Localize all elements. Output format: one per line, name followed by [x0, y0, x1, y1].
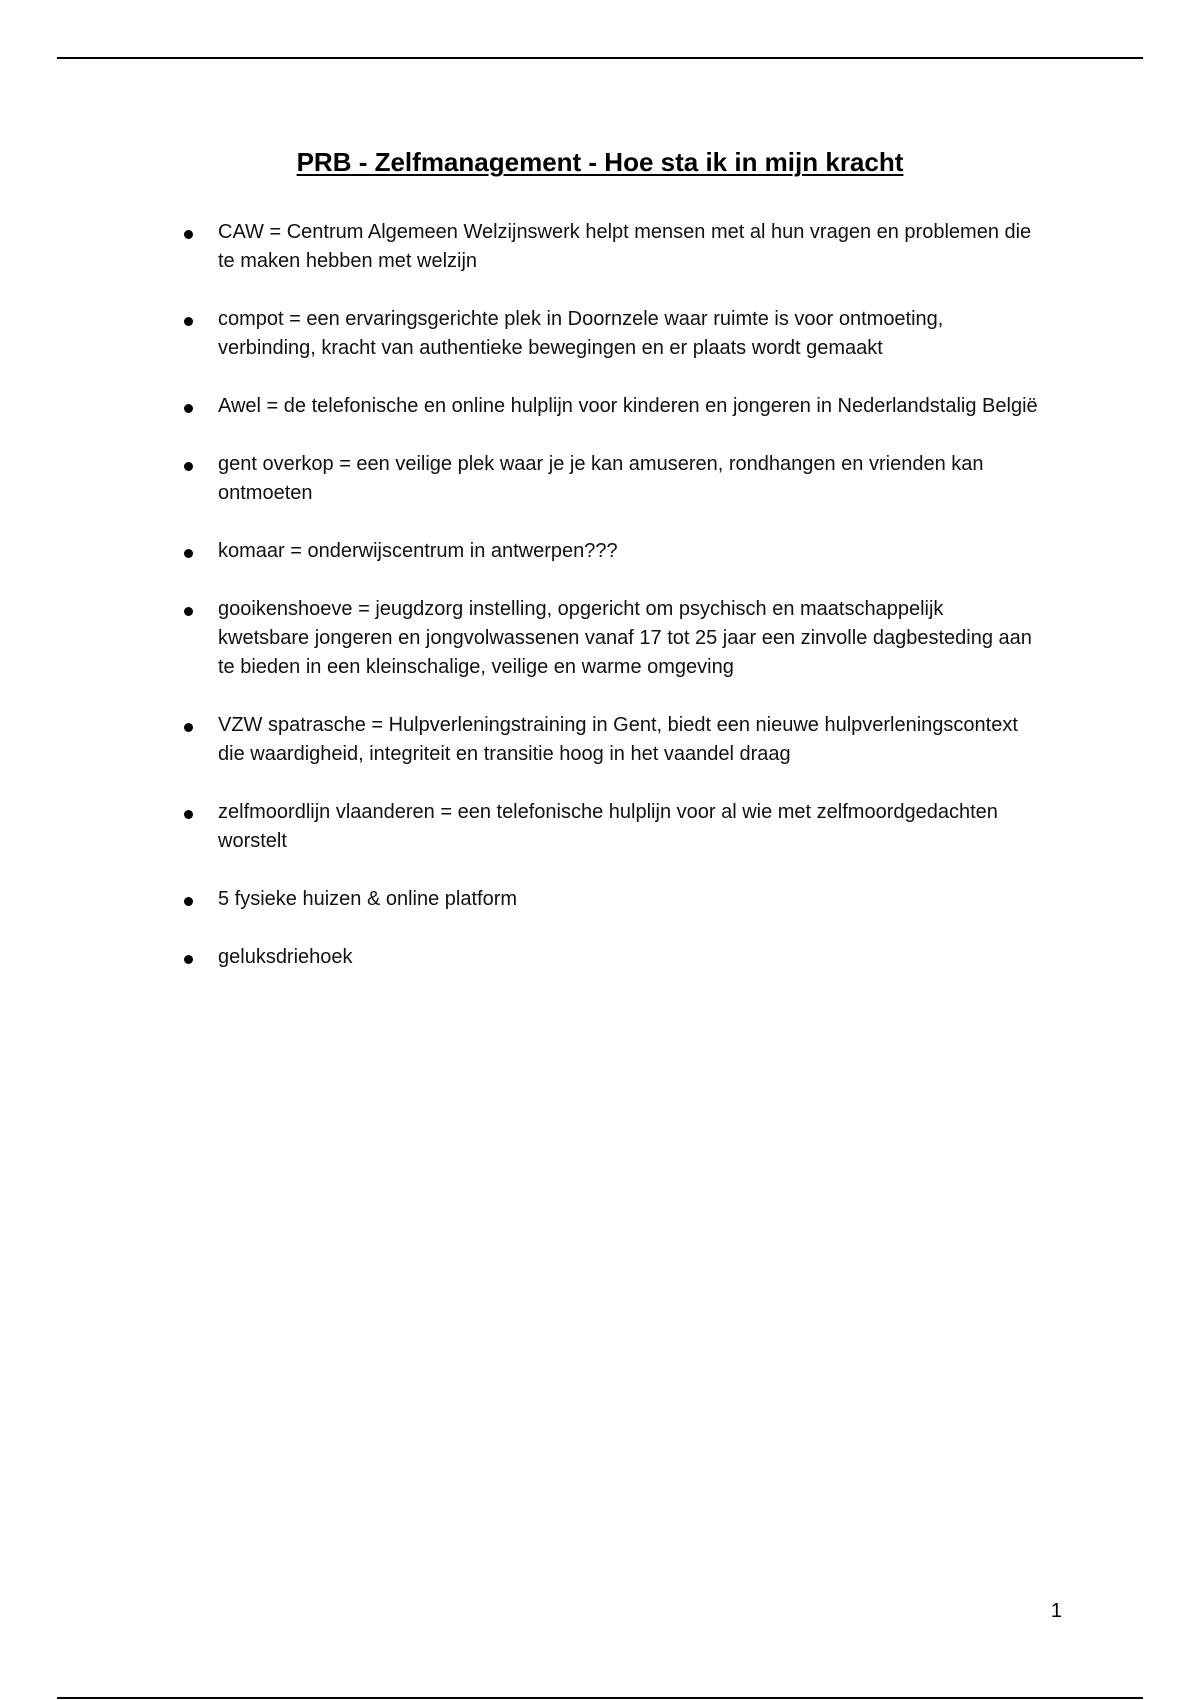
- bullet-icon: [184, 462, 193, 471]
- list-item: [0, 218, 1038, 276]
- bullet-icon: [184, 230, 193, 239]
- list-item: [0, 305, 1038, 363]
- footer-rule: [57, 1697, 1143, 1699]
- header-rule: [57, 57, 1143, 59]
- list-item: [0, 392, 1038, 421]
- list-item: [0, 595, 1038, 682]
- bullet-icon: [184, 897, 193, 906]
- list-item-text: compot = een ervaringsgerichte plek in Doornzele waar ruimte is voor ontmoeting, verbinding, kracht van authentieke bewegingen en er plaats wordt gemaakt: [218, 308, 944, 359]
- list-item-text: geluksdriehoek: [218, 946, 353, 968]
- bullet-icon: [184, 810, 193, 819]
- list-item-text: komaar = onderwijscentrum in antwerpen???: [218, 540, 618, 562]
- list-item-text: gooikenshoeve = jeugdzorg instelling, opgericht om psychisch en maatschappelijk kwetsbare jongeren en jongvolwassenen vanaf 17 tot 25 jaar een zinvolle dagbesteding aan te bieden in een kleinschalige, veilige en warme omgeving: [218, 598, 1032, 678]
- bullet-list: [0, 218, 1200, 1001]
- bullet-icon: [184, 607, 193, 616]
- list-item: [0, 537, 1038, 566]
- list-item: [0, 711, 1038, 769]
- list-item: [0, 885, 1038, 914]
- bullet-icon: [184, 955, 193, 964]
- list-item-text: zelfmoordlijn vlaanderen = een telefonische hulplijn voor al wie met zelfmoordgedachten worstelt: [218, 801, 998, 852]
- list-item-text: gent overkop = een veilige plek waar je je kan amuseren, rondhangen en vrienden kan ontmoeten: [218, 453, 984, 504]
- bullet-icon: [184, 317, 193, 326]
- bullet-icon: [184, 549, 193, 558]
- bullet-icon: [184, 404, 193, 413]
- list-item-text: 5 fysieke huizen & online platform: [218, 888, 518, 910]
- list-item-text: VZW spatrasche = Hulpverleningstraining in Gent, biedt een nieuwe hulpverleningscontext die waardigheid, integriteit en transitie hoog in het vaandel draag: [218, 714, 1018, 765]
- page-title: PRB - Zelfmanagement - Hoe sta ik in mijn kracht: [296, 147, 904, 177]
- list-item-text: Awel = de telefonische en online hulplijn voor kinderen en jongeren in Nederlandstalig België: [218, 395, 1038, 417]
- page-number: 1: [1050, 1600, 1062, 1622]
- list-item-text: CAW = Centrum Algemeen Welzijnswerk helpt mensen met al hun vragen en problemen die te maken hebben met welzijn: [218, 221, 1032, 272]
- bullet-icon: [184, 723, 193, 732]
- list-item: [0, 450, 1038, 508]
- list-item: [0, 798, 1038, 856]
- list-item: [0, 943, 1038, 972]
